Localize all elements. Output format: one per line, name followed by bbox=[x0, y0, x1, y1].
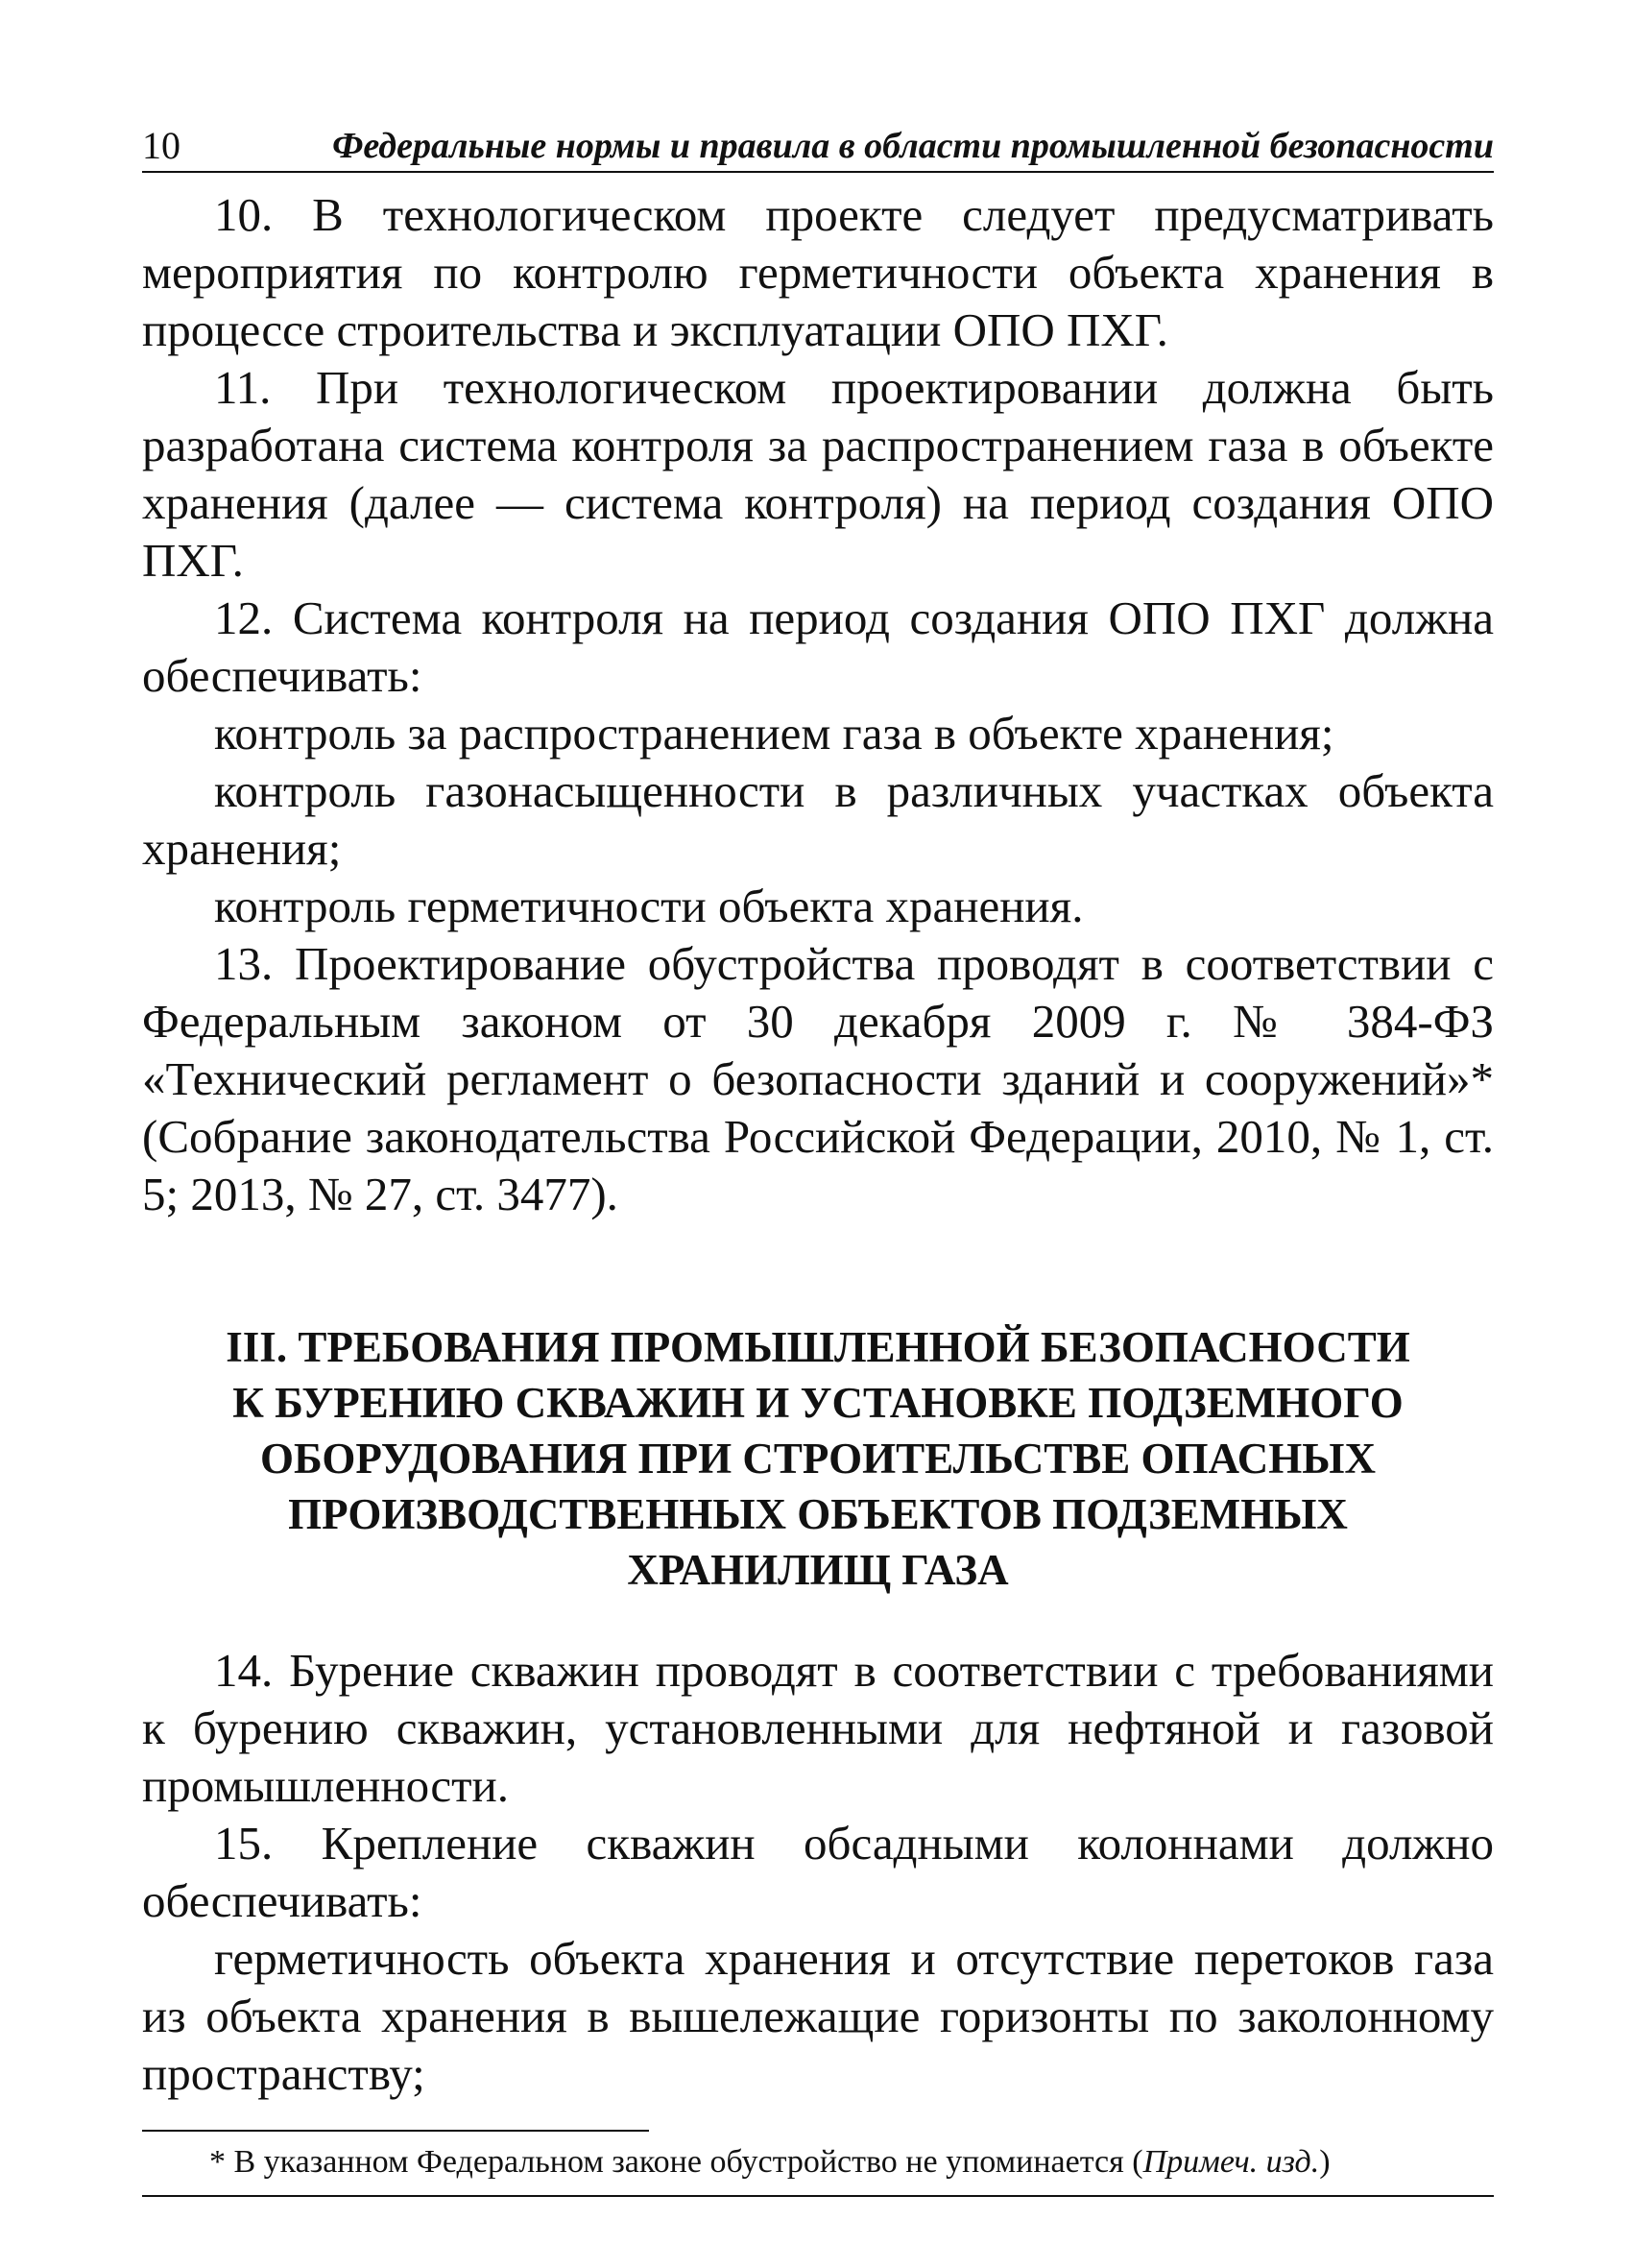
list-item-storage-tightness: герметичность объекта хранения и отсутствие перетоков газа из объекта хранения в вышележащие горизонты по заколонному пространству; bbox=[142, 1932, 1494, 2100]
footnote-editor-note: Примеч. изд. bbox=[1142, 2144, 1320, 2180]
running-title: Федеральные нормы и правила в области промышленной безопасности bbox=[332, 126, 1494, 166]
footnote-closing: ) bbox=[1319, 2144, 1331, 2180]
section-heading-line: III. ТРЕБОВАНИЯ ПРОМЫШЛЕННОЙ БЕЗОПАСНОСТИ bbox=[226, 1323, 1410, 1371]
paragraph-12: 12. Система контроля на период создания ОПО ПХГ должна обеспечивать: bbox=[142, 591, 1494, 702]
page-number: 10 bbox=[142, 124, 180, 167]
footnote-divider bbox=[142, 2130, 649, 2132]
list-item-tightness-control: контроль герметичности объекта хранения. bbox=[214, 880, 1084, 932]
list-item-gas-saturation-control: контроль газонасыщенности в различных участках объекта хранения; bbox=[142, 764, 1494, 875]
document-body bbox=[142, 186, 1494, 2103]
bottom-divider bbox=[142, 2195, 1494, 2197]
paragraph-14: 14. Бурение скважин проводят в соответствии с требованиями к бурению скважин, установленными для нефтяной и газовой промышленности. bbox=[142, 1644, 1494, 1812]
paragraph-10: 10. В технологическом проекте следует предусматривать мероприятия по контролю герметичности объекта хранения в процессе строительства и эксплуатации ОПО ПХГ. bbox=[142, 188, 1494, 356]
section-heading-line: ХРАНИЛИЩ ГАЗА bbox=[627, 1546, 1009, 1594]
section-heading-line: К БУРЕНИЮ СКВАЖИН И УСТАНОВКЕ ПОДЗЕМНОГО bbox=[232, 1379, 1404, 1427]
document-page bbox=[142, 123, 1494, 2197]
list-item-gas-spread-control: контроль за распространением газа в объекте хранения; bbox=[214, 707, 1334, 760]
paragraph-11: 11. При технологическом проектировании должна быть разработана система контроля за распространением газа в объекте хранения (далее — система контроля) на период создания ОПО ПХГ. bbox=[142, 361, 1494, 587]
paragraph-13: 13. Проектирование обустройства проводят в соответствии с Федеральным законом от 30 декабря 2009 г. № 384-ФЗ «Технический регламент о безопасности зданий и сооружений»* (Собрание законодательства Российской Федерации, 2010, № 1, ст. 5; 2013, № 27, ст. 3477). bbox=[142, 937, 1494, 1220]
section-heading bbox=[180, 1319, 1455, 1598]
footnote-text: * В указанном Федеральном законе обустройство не упоминается ( bbox=[209, 2144, 1143, 2180]
section-heading-line: ПРОИЗВОДСТВЕННЫХ ОБЪЕКТОВ ПОДЗЕМНЫХ bbox=[288, 1490, 1348, 1538]
section-heading-line: ОБОРУДОВАНИЯ ПРИ СТРОИТЕЛЬСТВЕ ОПАСНЫХ bbox=[259, 1435, 1376, 1483]
paragraph-15: 15. Крепление скважин обсадными колоннами должно обеспечивать: bbox=[142, 1817, 1494, 1927]
footnote bbox=[142, 2141, 1494, 2184]
running-header bbox=[142, 123, 1494, 173]
